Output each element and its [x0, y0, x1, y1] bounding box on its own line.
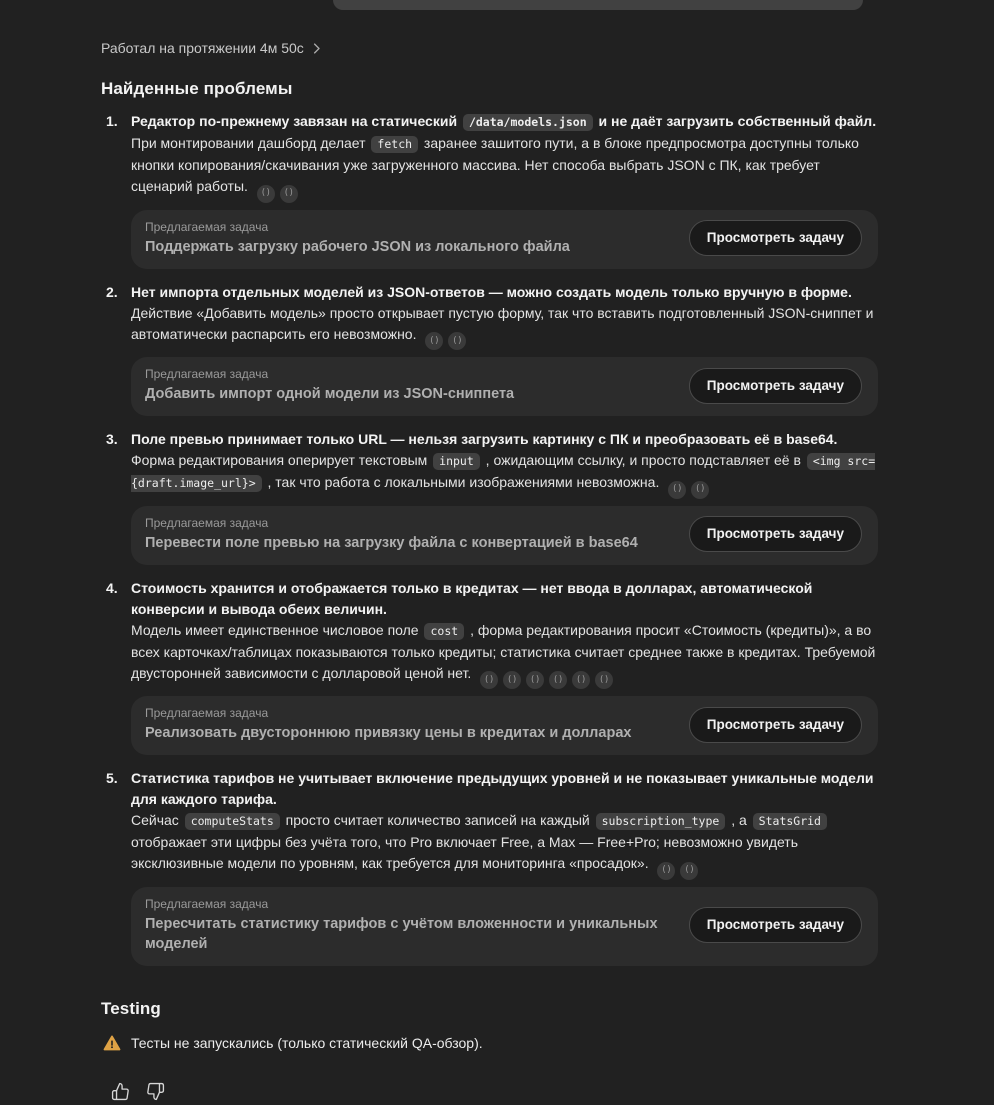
issue-body: Модель имеет единственное числовое поле cost , форма редактирования просит «Стоимость (кредиты)», а во всех карточках/таблицах показываются только кредиты; статистика считает среднее также в кредитах. Требуемой двусторонней зависимости с долларовой ценой нет. () () () () () ()	[131, 620, 878, 690]
inline-code: computeStats	[185, 813, 280, 830]
inline-code: input	[433, 453, 480, 470]
thumbs-down-icon	[146, 1082, 165, 1101]
view-task-button[interactable]: Просмотреть задачу	[689, 907, 862, 943]
issue-item	[101, 429, 878, 578]
task-label: Предлагаемая задача	[145, 219, 269, 234]
issue-title: Поле превью принимает только URL — нельзя загрузить картинку с ПК и преобразовать её в base64.	[131, 431, 838, 447]
task-card-text	[145, 706, 631, 743]
issue-body: Форма редактирования оперирует текстовым input , ожидающим ссылку, и просто подставляет её в <img src={draft.image_url}> , так что работа с локальными изображениями невозможна. () ()	[131, 450, 878, 499]
agent-report	[101, 0, 878, 1105]
task-title: Добавить импорт одной модели из JSON-сниппета	[145, 386, 515, 402]
view-task-button[interactable]: Просмотреть задачу	[689, 368, 862, 404]
task-title: Поддержать загрузку рабочего JSON из локального файла	[145, 238, 570, 255]
worked-duration-label: Работал на протяжении 4м 50с	[101, 40, 304, 56]
feedback-bar	[101, 1078, 878, 1105]
thumbs-up-icon	[111, 1082, 130, 1101]
inline-code: subscription_type	[596, 813, 726, 830]
issue-content	[131, 111, 878, 282]
issue-content	[131, 282, 878, 430]
issue-item	[101, 578, 878, 769]
inline-code: fetch	[371, 136, 418, 153]
inline-code: cost	[424, 623, 464, 640]
task-label: Предлагаемая задача	[145, 367, 269, 381]
thumbs-up-button[interactable]	[107, 1078, 134, 1105]
citation-chip[interactable]: ()	[503, 671, 521, 689]
task-card	[131, 357, 878, 416]
citation-chip[interactable]: ()	[572, 671, 590, 689]
issue-number: 5.	[106, 770, 118, 786]
task-card	[131, 696, 878, 755]
citation-chip[interactable]: ()	[425, 332, 443, 350]
issue-title: Стоимость хранится и отображается только в кредитах — нет ввода в долларах, автоматической конверсии и вывода обеих величин.	[131, 579, 813, 617]
task-label: Предлагаемая задача	[145, 706, 269, 720]
issue-body: Действие «Добавить модель» просто открывает пустую форму, так что вставить подготовленный JSON-сниппет и автоматически распарсить его невозможно. () ()	[131, 303, 878, 351]
inline-code: /data/models.json	[463, 114, 593, 131]
citation-chip[interactable]: ()	[657, 862, 675, 880]
issue-title: Нет импорта отдельных моделей из JSON-ответов — можно создать модель только вручную в форме.	[131, 283, 852, 300]
task-title: Реализовать двустороннюю привязку цены в кредитах и долларах	[145, 725, 632, 741]
citation-chip[interactable]: ()	[257, 185, 275, 203]
task-card	[131, 887, 878, 966]
citation-chip[interactable]: ()	[480, 671, 498, 689]
task-card-text	[145, 220, 570, 257]
inline-code: StatsGrid	[753, 813, 827, 830]
issue-item	[101, 768, 878, 979]
warning-triangle-icon	[103, 1034, 121, 1052]
citation-chip[interactable]: ()	[280, 185, 298, 203]
issue-title: Редактор по-прежнему завязан на статический /data/models.json и не даёт загрузить собственный файл.	[131, 113, 877, 129]
task-card-text	[145, 897, 673, 954]
testing-warning-row	[101, 1034, 878, 1052]
view-task-button[interactable]: Просмотреть задачу	[689, 220, 862, 256]
issues-heading: Найденные проблемы	[101, 79, 293, 98]
inline-code: <img src={draft.image_url}>	[131, 454, 876, 490]
citation-chip[interactable]: ()	[668, 481, 686, 499]
citation-chip[interactable]: ()	[448, 332, 466, 350]
thumbs-down-button[interactable]	[142, 1078, 169, 1105]
task-card	[131, 210, 878, 269]
view-task-button[interactable]: Просмотреть задачу	[689, 707, 862, 743]
issue-title: Статистика тарифов не учитывает включение предыдущих уровней и не показывает уникальные модели для каждого тарифа.	[131, 770, 874, 807]
issue-item	[101, 111, 878, 282]
issue-item	[101, 282, 878, 430]
task-title: Перевести поле превью на загрузку файла с конвертацией в base64	[145, 534, 638, 551]
citation-chip[interactable]: ()	[595, 671, 613, 689]
testing-heading: Testing	[101, 998, 161, 1018]
issue-body: При монтировании дашборд делает fetch заранее зашитого пути, а в блоке предпросмотра доступны только кнопки копирования/скачивания уже загруженного массива. Нет способа выбрать JSON с ПК, как требует сценарий работы. () ()	[131, 133, 878, 203]
citation-chip[interactable]: ()	[691, 481, 709, 499]
citation-chip[interactable]: ()	[680, 862, 698, 880]
issue-number: 3.	[106, 431, 118, 447]
issue-number: 2.	[106, 283, 118, 300]
task-card-text	[145, 367, 514, 404]
issue-content	[131, 768, 878, 979]
testing-warning-text: Тесты не запускались (только статический QA-обзор).	[131, 1034, 483, 1051]
issue-body: Сейчас computeStats просто считает количество записей на каждый subscription_type , а StatsGrid отображает эти цифры без учёта того, что Pro включает Free, а Max — Free+Pro; невозможно увидеть эксклюзивные модели по уровням, как требуется для мониторинга «просадок». () ()	[131, 810, 878, 880]
task-card	[131, 506, 878, 565]
chevron-right-icon	[309, 40, 324, 56]
task-label: Предлагаемая задача	[145, 896, 269, 911]
view-task-button[interactable]: Просмотреть задачу	[689, 516, 862, 552]
citation-chip[interactable]: ()	[549, 671, 567, 689]
issue-content	[131, 578, 878, 769]
task-label: Предлагаемая задача	[145, 515, 269, 530]
worked-duration-toggle[interactable]	[101, 40, 324, 56]
issue-content	[131, 429, 878, 578]
issues-list	[101, 111, 878, 979]
issue-number: 4.	[106, 579, 118, 596]
issue-number: 1.	[106, 113, 118, 129]
task-card-text	[145, 516, 638, 553]
task-title: Пересчитать статистику тарифов с учётом вложенности и уникальных моделей	[145, 915, 658, 952]
citation-chip[interactable]: ()	[526, 671, 544, 689]
